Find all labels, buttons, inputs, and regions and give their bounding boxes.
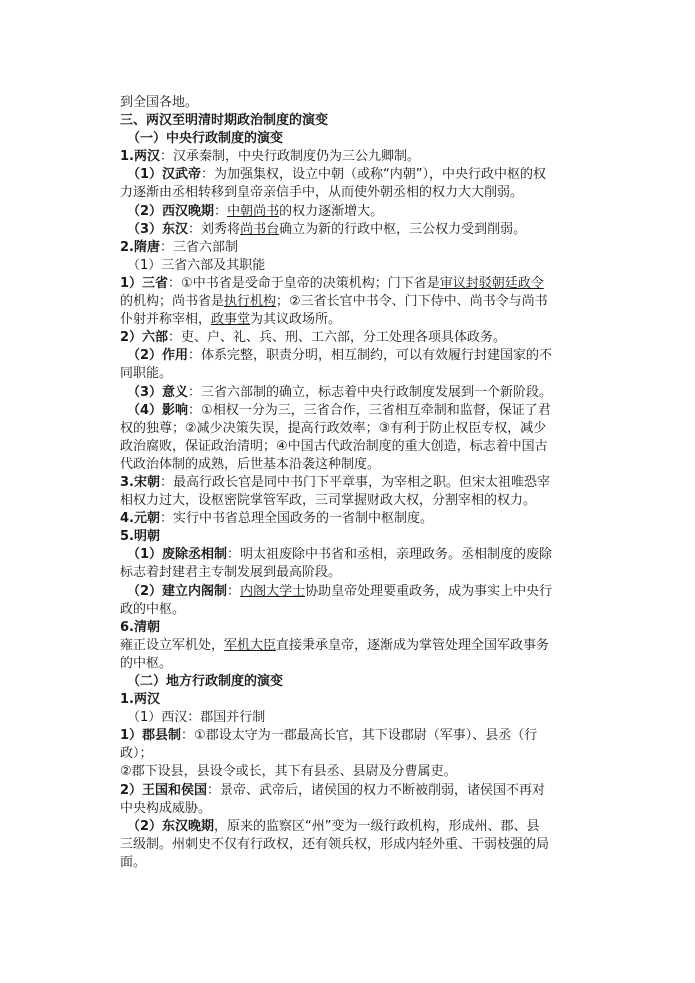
text: ：实行中书省总理全国政务的一省制中枢制度。 [159,511,433,527]
label: 2.隋唐 [120,239,160,255]
text: 为其议政场所。 [250,312,342,328]
text: ：刘秀将 [188,221,241,237]
text-line [120,637,580,655]
text: ： [214,203,228,219]
text-line [120,836,580,854]
label: 4.元朝 [120,511,160,527]
text-line [120,94,580,112]
text-line [120,275,580,293]
document-page [120,94,580,872]
label: （2）建立内阁制 [127,583,228,599]
text: 直接秉承皇帝，逐渐成为掌管处理全国军政事务 [276,637,550,653]
underlined-term: 中朝尚书 [227,203,280,219]
text: ：三省六部制的确立，标志着中央行政制度发展到一个新阶段。 [188,384,553,400]
text-line [120,655,580,673]
label: 3.宋朝 [120,474,160,490]
text: （1）三省六部及其职能 [127,257,266,273]
text: 的中枢。 [120,655,173,671]
heading-text: （一）中央行政制度的演变 [127,131,284,147]
underlined-term: 政事堂 [211,312,251,328]
text: 标志着封建君主专制发展到最高阶段。 [120,565,342,581]
text: ：①相权一分为三，三省合作，三省相互牵制和监督，保证了君 [188,402,551,418]
label: （1）废除丞相制 [127,547,228,563]
text-line [120,184,580,202]
text-line [120,456,580,474]
label: 1）郡县制 [120,728,182,744]
text: 中央构成威胁。 [120,800,212,816]
heading-text: 三、两汉至明清时期政治制度的演变 [120,113,329,129]
underlined-term: 内阁大学士 [240,583,306,599]
text-line [120,709,580,727]
label: 1.两汉 [120,692,160,708]
text: ：明太祖废除中书省和丞相，亲理政务。丞相制度的废除 [227,547,553,563]
label: 2）六部 [120,330,169,346]
text: ： [227,583,241,599]
text-line [120,293,580,311]
text-line [120,601,580,619]
text-line [120,438,580,456]
text: 代政治体制的成熟，后世基本沿袭这种制度。 [120,456,381,472]
text-line [120,420,580,438]
text-line [120,727,580,745]
text: ：体系完整，职责分明，相互制约，可以有效履行封建国家的不 [188,348,553,364]
text: ：三省六部制 [159,239,238,255]
text-line [120,239,580,257]
text-line [120,745,580,763]
text: 到全国各地。 [120,95,199,110]
text-line [120,474,580,492]
text-line [120,782,580,800]
text: 相权力过大，设枢密院掌管军政，三司掌握财政大权，分割宰相的权力。 [120,493,537,509]
text-line [120,347,580,365]
section-heading [120,112,580,130]
text-line [120,854,580,872]
text: 政）； [120,746,153,762]
text: （1）西汉：郡国并行制 [127,710,266,726]
text-line [120,402,580,420]
text: 确立为新的行政中枢，三公权力受到削弱。 [279,221,527,237]
text: ：为加强集权，设立中朝（或称“内朝”），中央行政中枢的权 [201,167,547,183]
text: ：最高行政长官是同中书门下平章事，为宰相之职。但宋太祖唯恐宰 [159,474,550,490]
label: 6.清朝 [120,619,160,635]
text: 同职能。 [120,366,173,382]
text: ：汉承秦制，中央行政制度仍为三公九卿制。 [159,149,420,165]
heading-text: （二）地方行政制度的演变 [127,674,284,689]
text: 的权力逐渐增大。 [279,203,384,219]
text-line [120,203,580,221]
text-line [120,492,580,510]
text-line [120,818,580,836]
label: （4）影响 [127,402,189,418]
text: ：①中书省是受命于皇帝的决策机构；门下省是 [168,275,440,291]
text-line [120,166,580,184]
label: （2）作用 [127,348,189,364]
text: 协助皇帝处理要重政务，成为事实上中央行 [305,583,553,599]
text-line [120,763,580,781]
text: 权的独尊；②减少决策失误，提高行政效率；③有利于防止权臣专权，减少 [120,420,547,436]
label: 1）三省 [120,275,169,291]
label: （2）西汉晚期 [127,203,215,219]
underlined-term: 执行机构 [224,294,277,310]
text: ：①郡设太守为一郡最高长官，其下设郡尉（军事）、县丞（行 [181,728,538,744]
text-line [120,564,580,582]
subsection-heading [120,673,580,691]
subsection-heading [120,130,580,148]
label: （3）意义 [127,384,189,400]
text-line [120,510,580,528]
text-line [120,148,580,166]
text-line [120,257,580,275]
underlined-term: 军机大臣 [224,637,277,653]
label: 1.两汉 [120,149,160,165]
label: （3）东汉 [127,221,189,237]
text-line [120,800,580,818]
text: 政的中枢。 [120,601,186,617]
text-line [120,583,580,601]
text: ，原来的监察区“州”变为一级行政机构，形成州、郡、县 [214,818,540,834]
text: 面。 [120,854,147,870]
text: ：吏、户、礼、兵、刑、工六部，分工处理各项具体政务。 [168,330,507,346]
label: （2）东汉晚期 [127,818,215,834]
text-line [120,546,580,564]
text-line [120,311,580,329]
text-line [120,221,580,239]
text-line [120,619,580,637]
text: 三级制。州刺史不仅有行政权，还有领兵权，形成内轻外重、干弱枝强的局 [120,836,550,852]
text: 仆射并称宰相， [120,312,212,328]
text: ：景帝、武帝后，诸侯国的权力不断被削弱，诸侯国不再对 [207,782,546,798]
text: 力逐渐由丞相转移到皇帝亲信手中，从而使外朝丞相的权力大大削弱。 [120,185,524,201]
text-line [120,329,580,347]
text: 政治腐败，保证政治清明；④中国古代政治制度的重大创造，标志着中国古 [120,438,548,454]
label: （1）汉武帝 [127,167,202,183]
text-line [120,691,580,709]
label: 5.明朝 [120,529,160,545]
text: ；②三省长官中书令、门下侍中、尚书令与尚书 [276,294,548,310]
text-line [120,384,580,402]
text-line [120,365,580,383]
underlined-term: 审议封驳朝廷政令 [439,275,544,291]
text: 雍正设立军机处， [120,637,225,653]
text-line [120,528,580,546]
text: ②郡下设县，县设令或长，其下有县丞、县尉及分曹属吏。 [120,764,457,780]
text: 的机构；尚书省是 [120,294,225,310]
label: 2）王国和侯国 [120,782,208,798]
underlined-term: 尚书台 [240,221,280,237]
